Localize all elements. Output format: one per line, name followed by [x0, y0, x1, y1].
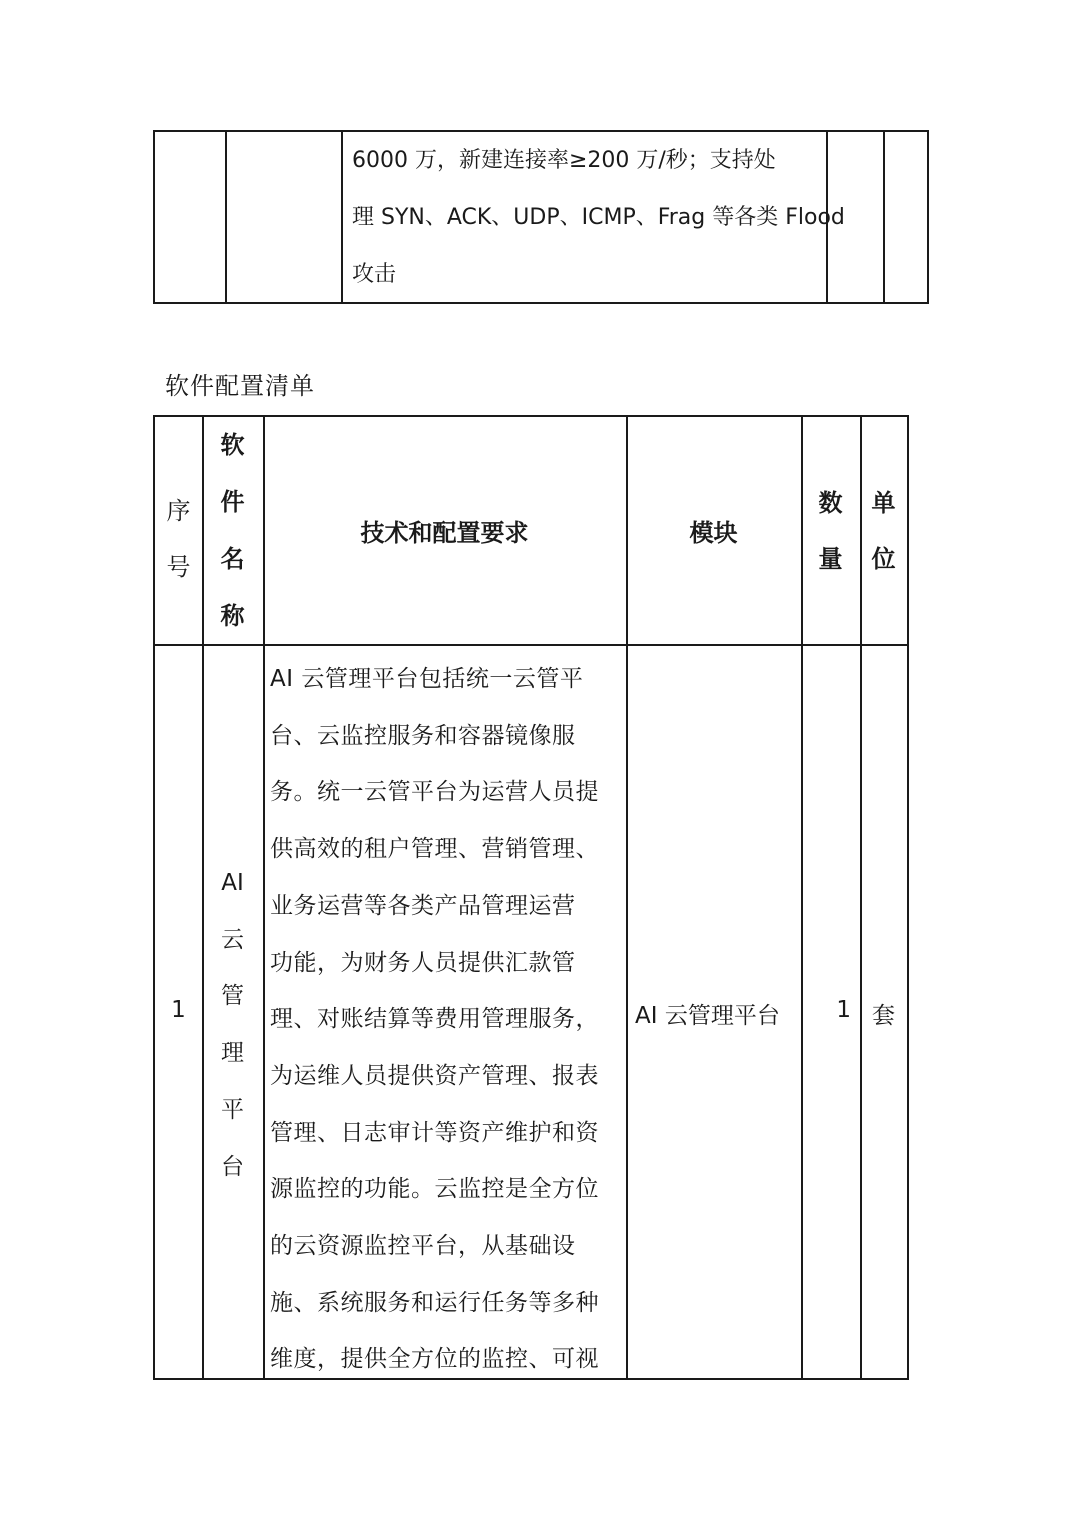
row-name-part: 平 — [221, 1096, 244, 1123]
requirements-line: AI 云管理平台包括统一云管平 — [270, 666, 584, 692]
header-name-char: 名 — [220, 545, 245, 573]
requirements-line: 维度，提供全方位的监控、可视 — [270, 1346, 599, 1373]
table-divider — [155, 644, 907, 646]
section-caption: 软件配置清单 — [165, 372, 315, 400]
header-seq — [155, 483, 202, 595]
row-name-part: 台 — [221, 1153, 244, 1180]
requirements-line: 供高效的租户管理、营销管理、 — [270, 836, 599, 863]
table-divider — [883, 132, 885, 302]
row-name-part: 理 — [221, 1040, 244, 1067]
header-seq-char: 号 — [166, 553, 191, 581]
header-name-char: 件 — [220, 488, 245, 516]
row-software-name — [202, 855, 263, 1195]
header-quantity-char: 量 — [818, 545, 843, 573]
header-name-char: 称 — [220, 602, 245, 630]
requirements-line: 业务运营等各类产品管理运营 — [270, 892, 576, 919]
row-seq: 1 — [171, 997, 186, 1023]
table-divider — [263, 417, 265, 1378]
continuation-table — [153, 130, 929, 304]
row-name-part: 管 — [221, 983, 244, 1010]
requirements-line: 理、对账结算等费用管理服务， — [270, 1006, 599, 1033]
header-seq-char: 序 — [166, 497, 191, 525]
header-unit-char: 位 — [871, 545, 896, 573]
row-requirements — [270, 651, 620, 1388]
requirements-line: 台、云监控服务和容器镜像服 — [270, 722, 576, 749]
row-name-part: AI — [221, 870, 244, 896]
row-unit: 套 — [872, 1003, 895, 1029]
row-quantity: 1 — [836, 997, 851, 1023]
continuation-requirements-cell — [352, 132, 845, 303]
header-quantity — [801, 475, 860, 587]
table-divider — [225, 132, 227, 302]
software-table — [153, 415, 909, 1380]
requirements-line: 功能，为财务人员提供汇款管 — [270, 949, 576, 976]
header-software-name — [202, 417, 263, 645]
header-unit-char: 单 — [871, 489, 896, 517]
header-module: 模块 — [689, 519, 738, 547]
table-divider — [341, 132, 343, 302]
requirements-line: 源监控的功能。云监控是全方位 — [270, 1176, 599, 1203]
requirements-line: 务。统一云管平台为运营人员提 — [270, 779, 599, 806]
requirements-line: 为运维人员提供资产管理、报表 — [270, 1062, 599, 1089]
row-name-part: 云 — [221, 926, 244, 953]
header-unit — [860, 475, 907, 587]
requirements-line: 的云资源监控平台，从基础设 — [270, 1233, 576, 1260]
header-name-char: 软 — [220, 431, 245, 459]
table-divider — [626, 417, 628, 1378]
text-line: 攻击 — [352, 262, 397, 287]
text-line: 6000 万，新建连接率≥200 万/秒；支持处 — [352, 148, 776, 173]
header-requirements: 技术和配置要求 — [360, 519, 529, 547]
requirements-line: 施、系统服务和运行任务等多种 — [270, 1289, 599, 1316]
requirements-line: 管理、日志审计等资产维护和资 — [270, 1119, 599, 1146]
row-module: AI 云管理平台 — [635, 1003, 780, 1029]
header-quantity-char: 数 — [818, 489, 843, 517]
text-line: 理 SYN、ACK、UDP、ICMP、Frag 等各类 Flood — [352, 205, 845, 230]
